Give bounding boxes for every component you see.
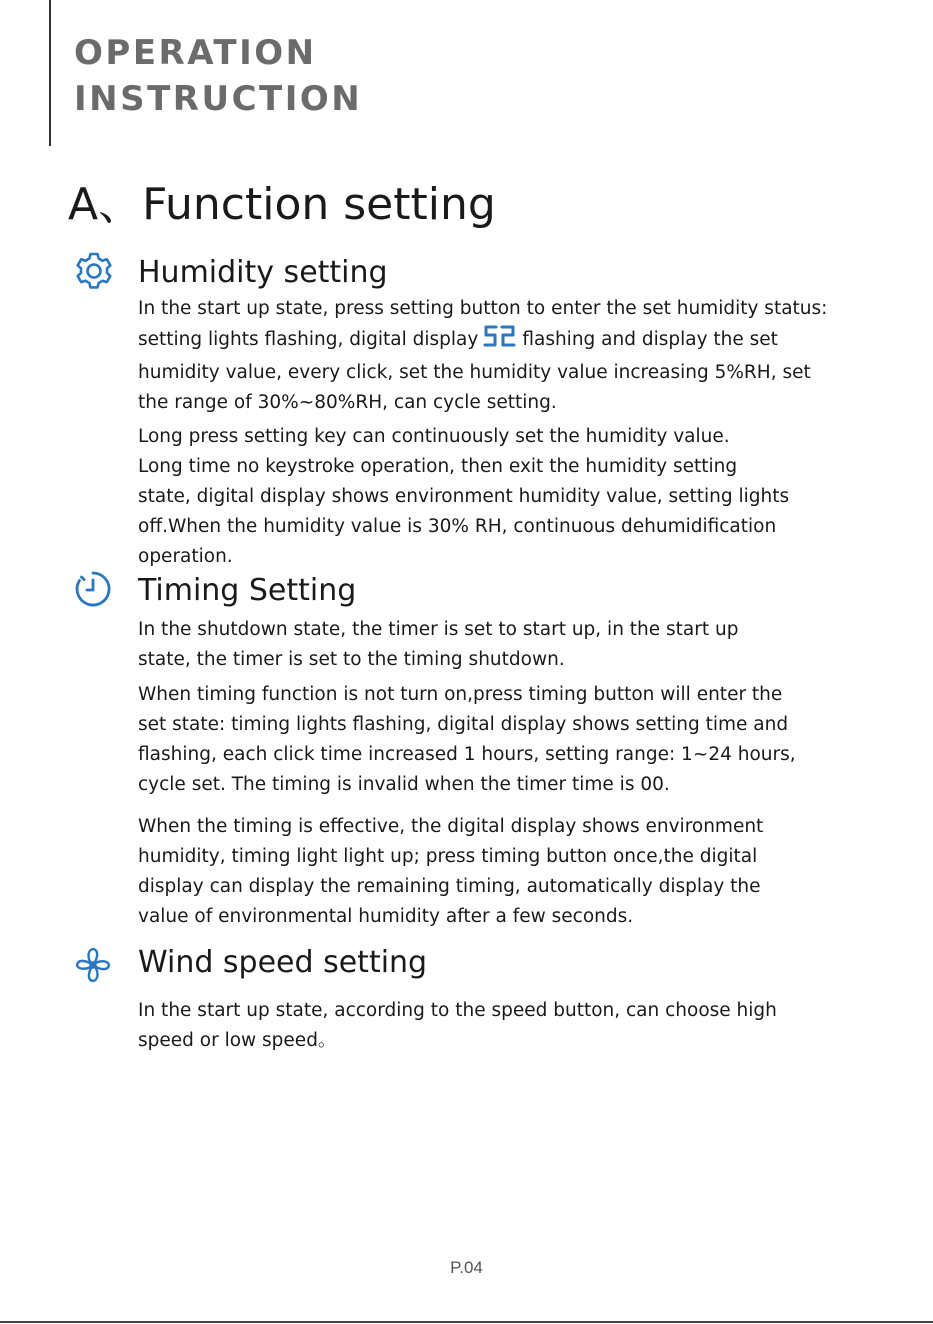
bottom-rule (0, 1321, 933, 1323)
timing-paragraph-2: When timing function is not turn on,press timing button will enter the set state: timing lights flashing, digital display shows setting time and flashing, each click time increased 1 hours, setting range: 1~24 hours, cycle set. The timing is invalid when the timer time is 00. (138, 684, 796, 795)
wind-title: Wind speed setting (138, 945, 428, 980)
timer-icon (72, 568, 114, 610)
humidity-paragraph-2: Long press setting key can continuously set the humidity value. Long time no keystroke operation, then exit the humidity setting state, digital display shows environment humidity value, setting lights off.When the humidity value is 30% RH, continuous dehumidification operation. (138, 426, 790, 567)
header-line-1: OPERATION (74, 33, 317, 73)
wind-paragraph-1: In the start up state, according to the speed button, can choose high speed or low speed。 (138, 1000, 777, 1051)
humidity-p1-before: In the start up state, press setting button to enter the set humidity status: setting lights flashing, digital display (138, 298, 828, 350)
page-number: P.04 (450, 1258, 483, 1277)
timing-paragraph-1: In the shutdown state, the timer is set to start up, in the start up state, the timer is set to the timing shutdown. (138, 619, 739, 670)
humidity-p1-after: flashing and display the set humidity value, every click, set the humidity value increasing 5%RH, set the range of 30%~80%RH, can cycle setting. (138, 329, 811, 413)
humidity-title: Humidity setting (138, 255, 388, 290)
humidity-paragraph-1 (138, 294, 898, 418)
page-header (74, 30, 362, 122)
timing-paragraph-3: When the timing is effective, the digital display shows environment humidity, timing light light up; press timing button once,the digital display can display the remaining timing, automatically display the value of environmental humidity after a few seconds. (138, 816, 764, 927)
timing-title: Timing Setting (138, 573, 357, 608)
gear-icon (73, 250, 115, 292)
header-line-2: INSTRUCTION (74, 79, 363, 119)
header-vertical-rule (49, 0, 51, 146)
digital-display-icon (482, 324, 518, 358)
fan-icon (72, 944, 114, 986)
section-heading: A、Function setting (68, 179, 496, 230)
